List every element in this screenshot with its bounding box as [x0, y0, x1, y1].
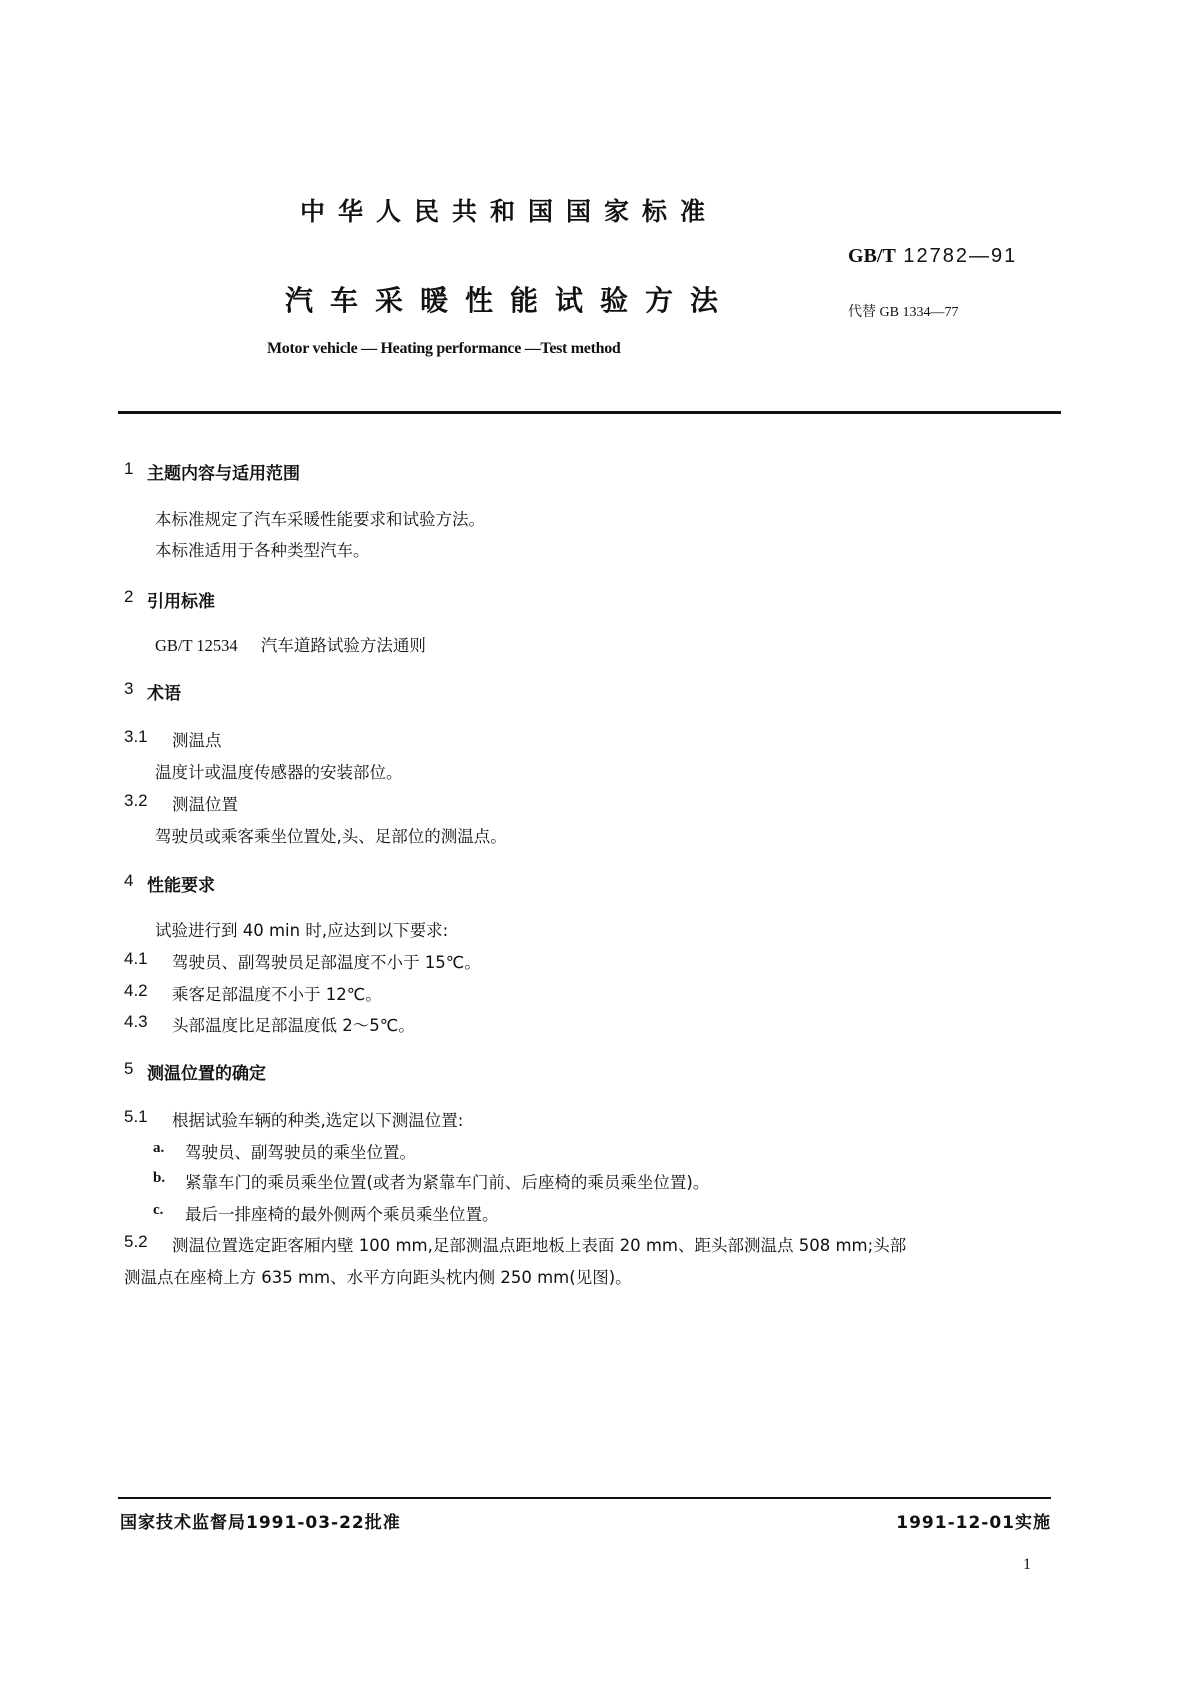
paragraph: 试验进行到 40 min 时,应达到以下要求:	[155, 921, 449, 940]
clause-text: 乘客足部温度不小于 12℃。	[172, 985, 382, 1004]
reference-title: 汽车道路试验方法通则	[260, 636, 426, 655]
english-title: Motor vehicle — Heating performance —Test method	[267, 340, 621, 357]
clause-number: 4.1	[124, 949, 148, 968]
section-number: 1	[124, 459, 134, 478]
section-title: 性能要求	[147, 876, 215, 896]
term: 测温位置	[172, 795, 238, 814]
list-item: 紧靠车门的乘员乘坐位置(或者为紧靠车门前、后座椅的乘员乘坐位置)。	[185, 1173, 710, 1192]
approval-date: 国家技术监督局1991-03-22批准	[120, 1513, 401, 1533]
term-definition: 温度计或温度传感器的安装部位。	[155, 763, 403, 782]
clause-text: 测温位置选定距客厢内壁 100 mm,足部测温点距地板上表面 20 mm、距头部测温点 508 mm;头部	[172, 1236, 907, 1255]
replaces-note: 代替 GB 1334—77	[848, 305, 959, 320]
section-title: 引用标准	[147, 592, 215, 612]
footer-divider	[118, 1497, 1051, 1499]
clause-number: 4.2	[124, 981, 148, 1000]
clause-text: 头部温度比足部温度低 2～5℃。	[172, 1016, 415, 1035]
document-title: 汽车采暖性能试验方法	[285, 284, 736, 317]
standard-code-number: 12782—91	[903, 245, 1018, 267]
clause-text: 根据试验车辆的种类,选定以下测温位置:	[172, 1111, 464, 1130]
list-item: 最后一排座椅的最外侧两个乘员乘坐位置。	[185, 1205, 499, 1224]
section-number: 4	[124, 871, 134, 890]
clause-text-continued: 测温点在座椅上方 635 mm、水平方向距头枕内侧 250 mm(见图)。	[124, 1268, 632, 1287]
national-standard-heading: 中华人民共和国国家标准	[300, 197, 719, 226]
term-definition: 驾驶员或乘客乘坐位置处,头、足部位的测温点。	[155, 827, 507, 846]
clause-number: 3.2	[124, 791, 148, 810]
page-number: 1	[1023, 1556, 1031, 1573]
clause-number: 5.2	[124, 1232, 148, 1251]
reference-code: GB/T 12534	[155, 636, 238, 655]
standard-code	[848, 245, 1017, 268]
clause-text: 驾驶员、副驾驶员足部温度不小于 15℃。	[172, 953, 481, 972]
section-number: 3	[124, 679, 134, 698]
standard-code-prefix: GB/T	[848, 245, 896, 267]
paragraph: 本标准规定了汽车采暖性能要求和试验方法。	[155, 510, 485, 529]
clause-number: 3.1	[124, 727, 148, 746]
section-title: 测温位置的确定	[147, 1064, 266, 1084]
paragraph: 本标准适用于各种类型汽车。	[155, 541, 370, 560]
header-divider	[118, 411, 1061, 414]
section-number: 5	[124, 1059, 134, 1078]
section-title: 主题内容与适用范围	[147, 464, 300, 484]
section-number: 2	[124, 587, 134, 606]
term: 测温点	[172, 731, 222, 750]
clause-number: 4.3	[124, 1012, 148, 1031]
list-item: 驾驶员、副驾驶员的乘坐位置。	[185, 1143, 416, 1162]
reference-entry	[155, 632, 426, 656]
list-label: b.	[153, 1170, 166, 1186]
clause-number: 5.1	[124, 1107, 148, 1126]
section-title: 术语	[147, 684, 181, 704]
list-label: c.	[153, 1202, 164, 1218]
list-label: a.	[153, 1140, 165, 1156]
implementation-date: 1991-12-01实施	[896, 1513, 1051, 1533]
